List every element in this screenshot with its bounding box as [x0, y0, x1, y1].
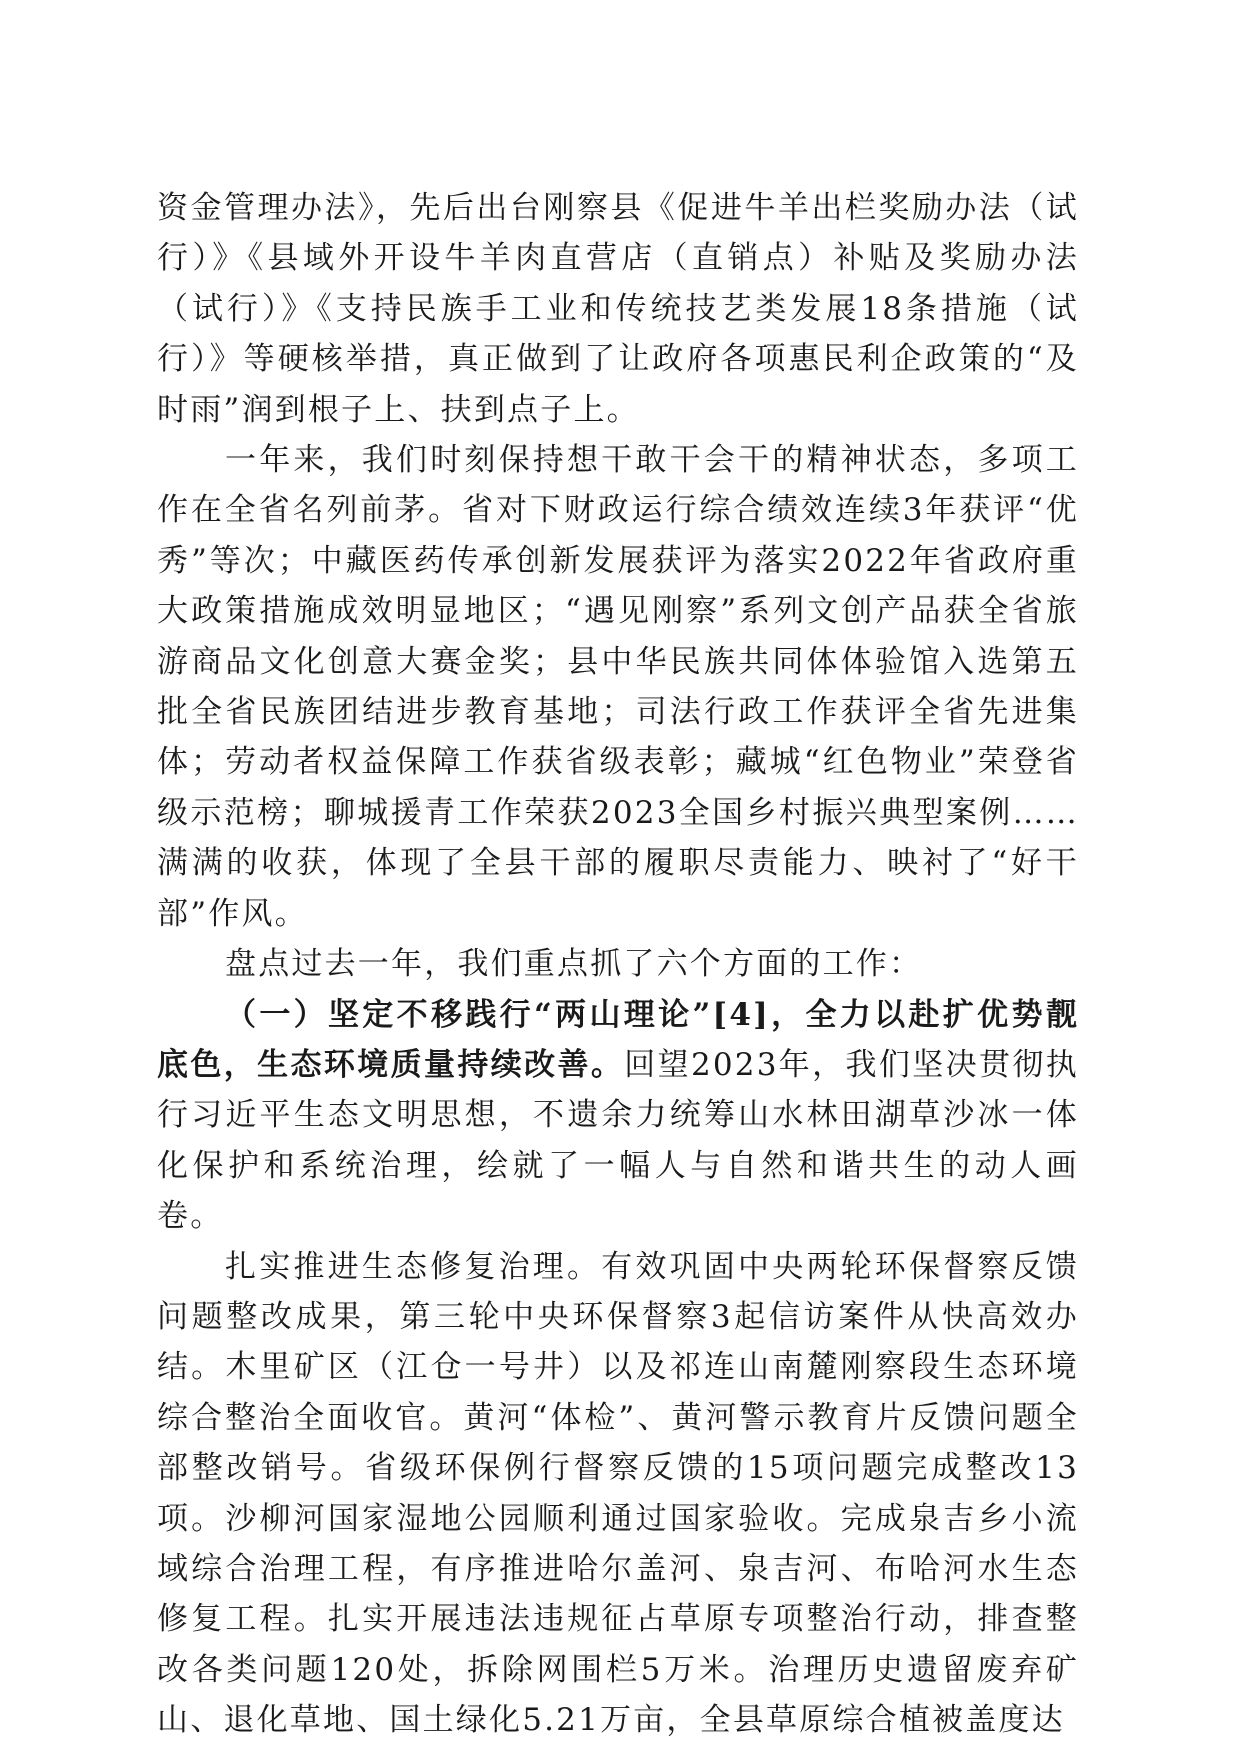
document-page	[157, 183, 1079, 1746]
paragraph-ecological-restoration: 扎实推进生态修复治理。有效巩固中央两轮环保督察反馈问题整改成果，第三轮中央环保督察3起信访案件从快高效办结。木里矿区（江仓一号井）以及祁连山南麓刚察段生态环境综合整治全面收官。黄河“体检”、黄河警示教育片反馈问题全部整改销号。省级环保例行督察反馈的15项问题完成整改13项。沙柳河国家湿地公园顺利通过国家验收。完成泉吉乡小流域综合治理工程，有序推进哈尔盖河、泉吉河、布哈河水生态修复工程。扎实开展违法违规征占草原专项整治行动，排查整改各类问题120处，拆除网围栏5万米。治理历史遗留废弃矿山、退化草地、国土绿化5.21万亩，全县草原综合植被盖度达	[157, 1248, 1079, 1739]
paragraph-section-one	[157, 990, 1079, 1242]
section-heading-one: （一）坚定不移践行“两山理论”[4]，全力以赴扩优势靓底色，生态环境质量持续改善。	[157, 996, 1079, 1083]
paragraph-policy-measures: 资金管理办法》，先后出台刚察县《促进牛羊出栏奖励办法（试行）》《县域外开设牛羊肉直营店（直销点）补贴及奖励办法（试行）》《支持民族手工业和传统技艺类发展18条措施（试行）》等硬核举措，真正做到了让政府各项惠民利企政策的“及时雨”润到根子上、扶到点子上。	[157, 190, 1079, 428]
paragraph-annual-achievements: 一年来，我们时刻保持想干敢干会干的精神状态，多项工作在全省名列前茅。省对下财政运行综合绩效连续3年获评“优秀”等次；中藏医药传承创新发展获评为落实2022年省政府重大政策措施成效明显地区；“遇见刚察”系列文创产品获全省旅游商品文化创意大赛金奖；县中华民族共同体体验馆入选第五批全省民族团结进步教育基地；司法行政工作获评全省先进集体；劳动者权益保障工作获省级表彰；藏城“红色物业”荣登省级示范榜；聊城援青工作荣获2023全国乡村振兴典型案例……满满的收获，体现了全县干部的履职尽责能力、映衬了“好干部”作风。	[157, 442, 1079, 932]
paragraph-six-aspects-intro: 盘点过去一年，我们重点抓了六个方面的工作：	[225, 946, 923, 983]
section-one-body: 回望2023年，我们坚决贯彻执行习近平生态文明思想，不遗余力统筹山水林田湖草沙冰一体化保护和系统治理，绘就了一幅人与自然和谐共生的动人画卷。	[157, 1046, 1079, 1235]
